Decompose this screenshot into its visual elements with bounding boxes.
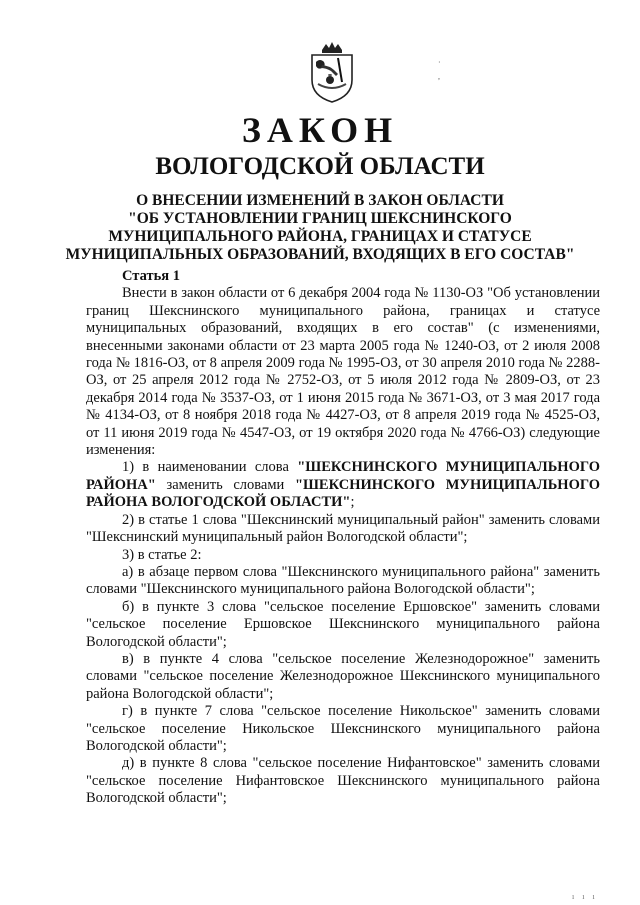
article-title: Статья 1: [122, 268, 180, 284]
vologda-coat-of-arms-icon: [304, 40, 360, 104]
document-region: ВОЛОГОДСКОЙ ОБЛАСТИ: [155, 153, 485, 180]
new-words: "ШЕКСНИНСКОГО МУНИЦИПАЛЬНОГО РАЙОНА ВОЛОГОДСКОЙ ОБЛАСТИ": [86, 476, 600, 511]
item-text: ;: [350, 494, 355, 511]
item-text: заменить словами: [155, 476, 295, 493]
item-text: 1) в наименовании слова: [122, 459, 298, 476]
scan-footer-marks: ı ı ı: [572, 892, 598, 901]
subject-line: "ОБ УСТАНОВЛЕНИИ ГРАНИЦ ШЕКСНИНСКОГО: [128, 210, 512, 227]
document-body: [86, 268, 600, 808]
document-subject: [60, 192, 580, 264]
amendment-item-1: [86, 459, 600, 511]
subitem-v: в) в пункте 4 слова "сельское поселение Железнодорожное" заменить словами "сельское поселение Железнодорожное Шекснинского муниципального района Вологодской области";: [86, 650, 600, 702]
amendment-item-3: 3) в статье 2:: [122, 546, 202, 563]
subitem-b: б) в пункте 3 слова "сельское поселение Ершовское" заменить словами "сельское поселение Ершовское Шекснинского муниципального района Вологодской области";: [86, 598, 600, 650]
subitem-a: а) в абзаце первом слова "Шекснинского муниципального района" заменить словами "Шекснинского муниципального района Вологодской области";: [86, 563, 600, 598]
old-words: "ШЕКСНИНСКОГО МУНИЦИПАЛЬНОГО РАЙОНА": [86, 459, 601, 493]
subject-line: МУНИЦИПАЛЬНОГО РАЙОНА, ГРАНИЦАХ И СТАТУСЕ: [108, 228, 532, 245]
subject-line: О ВНЕСЕНИИ ИЗМЕНЕНИЙ В ЗАКОН ОБЛАСТИ: [136, 192, 504, 209]
subitem-g: г) в пункте 7 слова "сельское поселение Никольское" заменить словами "сельское поселение Никольское Шекснинского муниципального района Вологодской области";: [86, 703, 600, 754]
intro-paragraph: Внести в закон области от 6 декабря 2004 года № 1130-ОЗ "Об установлении границ Шекснинского муниципального района, границах и статусе муниципальных образований, входящих в его состав" (с изменениями, внесенными законами области от 23 марта 2005 года № 1240-ОЗ, от 2 июля 2008 года № 1816-ОЗ, от 8 апреля 2009 года № 1995-ОЗ, от 30 апреля 2010 года № 2288-ОЗ, от 25 апреля 2012 года № 2752-ОЗ, от 5 июля 2012 года № 2809-ОЗ, от 23 декабря 2014 года № 3537-ОЗ, от 1 июня 2015 года № 3671-ОЗ, от 3 мая 2017 года № 4134-ОЗ, от 8 ноября 2018 года № 4427-ОЗ, от 8 апреля 2019 года № 4525-ОЗ, от 11 июня 2019 года № 4547-ОЗ, от 19 октября 2020 года № 4766-ОЗ) следующие изменения:: [86, 285, 600, 459]
document-title: ЗАКОН: [241, 110, 399, 150]
subject-line: МУНИЦИПАЛЬНЫХ ОБРАЗОВАНИЙ, ВХОДЯЩИХ В ЕГО СОСТАВ": [65, 246, 575, 263]
scan-marks: · ,: [438, 58, 441, 81]
subitem-d: д) в пункте 8 слова "сельское поселение Нифантовское" заменить словами "сельское поселение Нифантовское Шекснинского муниципального района Вологодской области";: [86, 755, 600, 807]
amendment-item-2: 2) в статье 1 слова "Шекснинский муниципальный район" заменить словами "Шекснинский муниципальный район Вологодской области";: [86, 511, 600, 546]
